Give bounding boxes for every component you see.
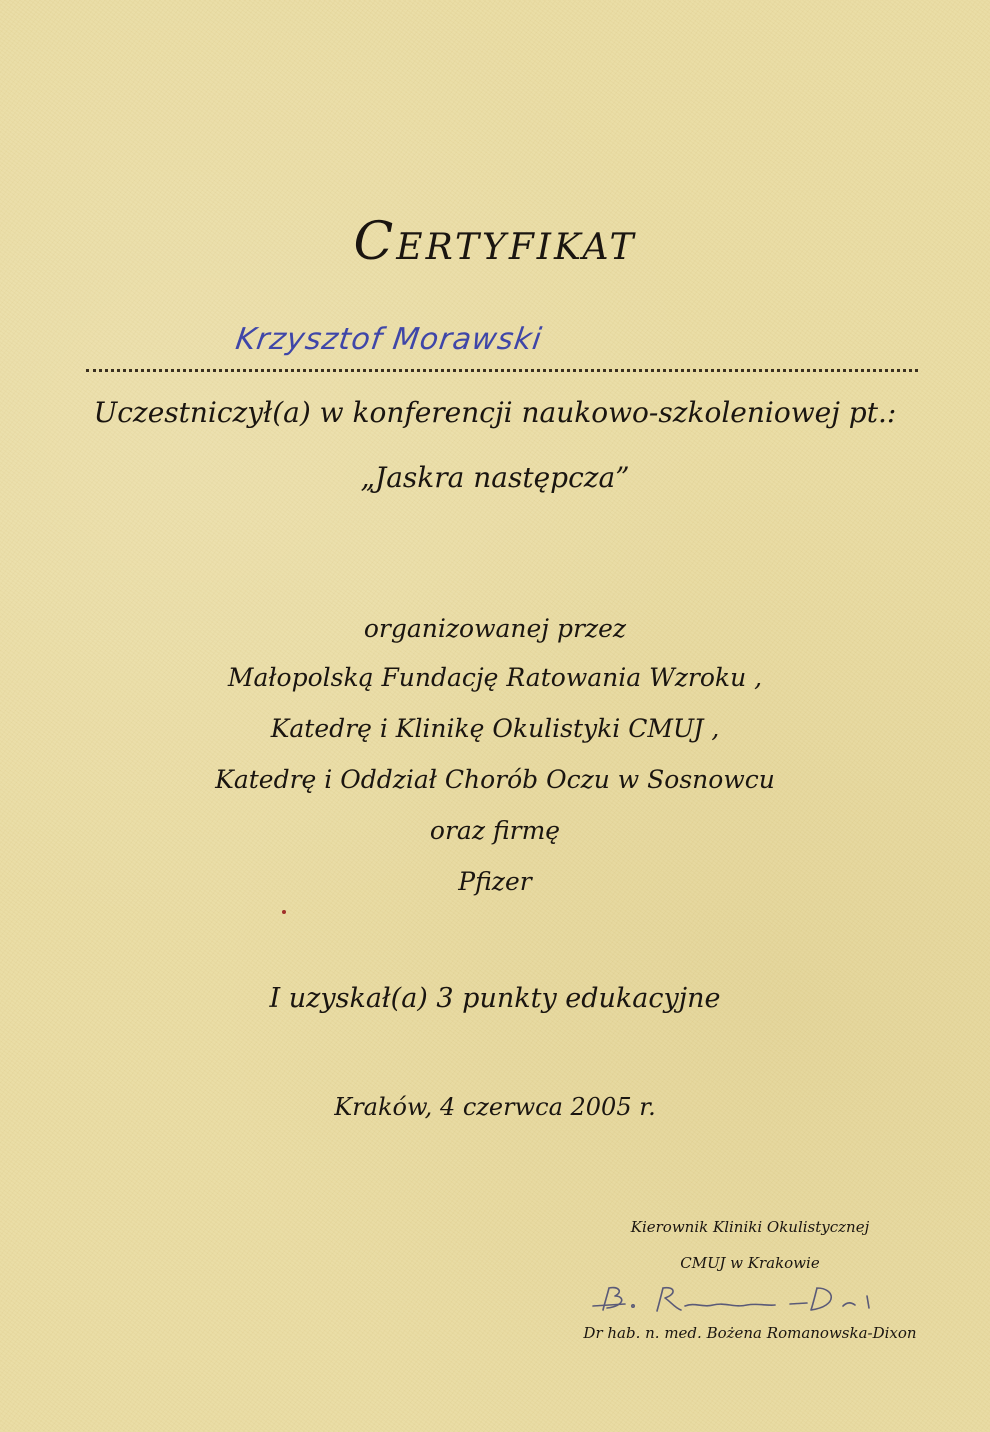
place-and-date: Kraków, 4 czerwca 2005 r. [334, 1093, 656, 1121]
company-name: Pfizer [458, 867, 532, 896]
education-points: I uzyskał(a) 3 punkty edukacyjne [269, 983, 721, 1014]
signatory-position-line2: CMUJ w Krakowie [680, 1254, 820, 1272]
participation-statement: Uczestniczył(a) w konferencji naukowo-szkoleniowej pt.: [93, 396, 897, 429]
organizer-clinic-krakow: Katedrę i Klinikę Okulistyki CMUJ , [270, 714, 720, 743]
signatory-position-line1: Kierownik Kliniki Okulistycznej [630, 1218, 870, 1236]
organized-by-intro: organizowanej przez [363, 614, 627, 643]
organizer-foundation: Małopolską Fundację Ratowania Wzroku , [227, 663, 763, 692]
handwritten-signature [585, 1278, 885, 1318]
certificate-title: Certyfikat [353, 212, 637, 272]
dotted-line [86, 369, 918, 372]
conference-topic: „Jaskra następcza” [360, 461, 630, 494]
and-company-text: oraz firmę [429, 816, 561, 845]
ink-speck [282, 910, 286, 914]
signatory-name: Dr hab. n. med. Bożena Romanowska-Dixon [583, 1324, 917, 1342]
recipient-name: Krzysztof Morawski [233, 322, 545, 357]
organizer-clinic-sosnowiec: Katedrę i Oddział Chorób Oczu w Sosnowcu [215, 765, 775, 794]
recipient-name-field [86, 322, 918, 376]
